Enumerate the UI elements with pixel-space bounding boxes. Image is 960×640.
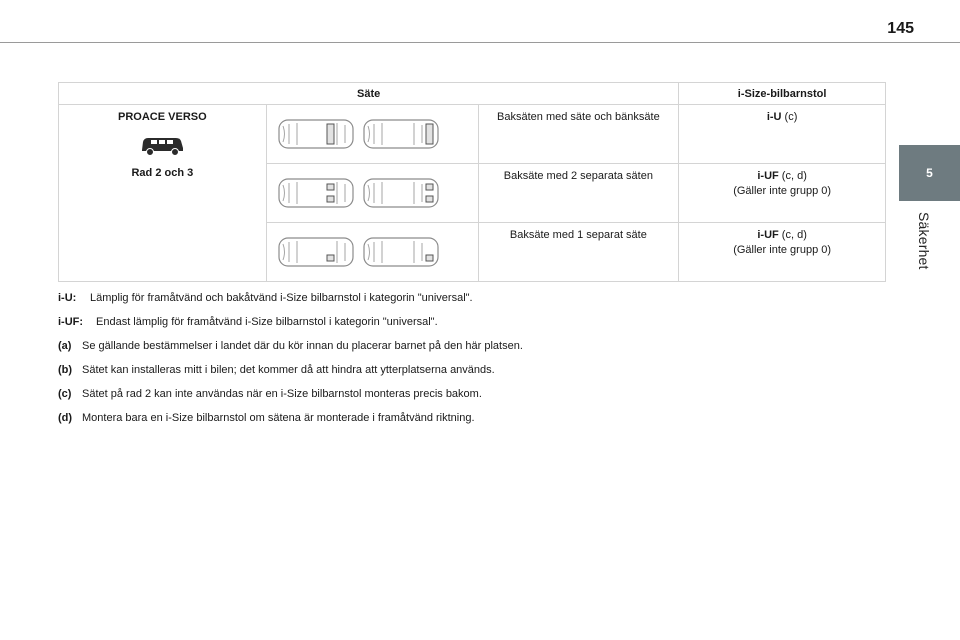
seat-layout-image-2 <box>266 164 478 223</box>
seat-code: i-UF <box>757 229 779 241</box>
seat-code: i-UF <box>757 170 779 182</box>
footnote-text: Sätet kan installeras mitt i bilen; det kommer då att hindra att ytterplatserna används. <box>82 364 495 376</box>
seat-layout-image-3 <box>266 223 478 282</box>
footnote-item <box>58 412 878 436</box>
footnote-text: Montera bara en i-Size bilbarnstol om sätena är monterade i framåtvänd riktning. <box>82 412 475 424</box>
seat-refs: (c, d) <box>778 170 807 182</box>
footnote-text: Sätet på rad 2 kan inte användas när en i-Size bilbarnstol monteras precis bakom. <box>82 388 482 400</box>
footnote-key: (a) <box>58 340 72 352</box>
footnote-key: i-U: <box>58 292 77 304</box>
seat-description: Baksäte med 1 separat säte <box>478 223 679 282</box>
seat-code: i-U <box>766 111 782 123</box>
seat-note: (Gäller inte grupp 0) <box>733 244 832 256</box>
header-child-seat: i-Size-bilbarnstol <box>679 83 886 105</box>
footnote-key: (b) <box>58 364 73 376</box>
child-seat-table <box>58 82 886 282</box>
page-number: 145 <box>887 20 914 37</box>
seat-code-cell <box>679 105 886 164</box>
header-seat: Säte <box>59 83 679 105</box>
footnote-item <box>58 292 878 316</box>
footnote-text: Se gällande bestämmelser i landet där du kör innan du placerar barnet på den här platsen. <box>82 340 523 352</box>
header-divider <box>0 42 960 43</box>
footnote-key: (c) <box>58 388 72 400</box>
footnote-key: i-UF: <box>58 316 84 328</box>
van-layout-icon <box>277 234 357 270</box>
van-layout-icon <box>277 175 357 211</box>
footnote-item <box>58 340 878 364</box>
vehicle-name: PROACE VERSO <box>118 111 207 123</box>
seat-refs: (c) <box>781 111 798 123</box>
seat-note: (Gäller inte grupp 0) <box>733 185 832 197</box>
seat-code-cell <box>679 223 886 282</box>
seat-code-cell <box>679 164 886 223</box>
footnote-key: (d) <box>58 412 73 424</box>
footnotes <box>58 292 878 436</box>
chapter-number: 5 <box>926 166 933 180</box>
footnote-item <box>58 388 878 412</box>
van-layout-icon <box>362 175 442 211</box>
footnote-item <box>58 316 878 340</box>
footnote-text: Endast lämplig för framåtvänd i-Size bilbarnstol i kategorin "universal". <box>96 316 438 328</box>
seat-description: Baksäten med säte och bänksäte <box>478 105 679 164</box>
footnote-text: Lämplig för framåtvänd och bakåtvänd i-Size bilbarnstol i kategorin "universal". <box>90 292 473 304</box>
seat-refs: (c, d) <box>778 229 807 241</box>
vehicle-cell <box>59 105 267 282</box>
footnote-item <box>58 364 878 388</box>
rows-label: Rad 2 och 3 <box>131 167 194 179</box>
chapter-title: Säkerhet <box>916 212 932 270</box>
chapter-tab <box>899 145 960 201</box>
seat-layout-image-1 <box>266 105 478 164</box>
van-layout-icon <box>277 116 357 152</box>
table-header-row <box>59 83 886 105</box>
van-layout-icon <box>362 116 442 152</box>
seat-description: Baksäte med 2 separata säten <box>478 164 679 223</box>
van-layout-icon <box>362 234 442 270</box>
table-row <box>59 105 886 164</box>
van-icon <box>139 135 185 157</box>
